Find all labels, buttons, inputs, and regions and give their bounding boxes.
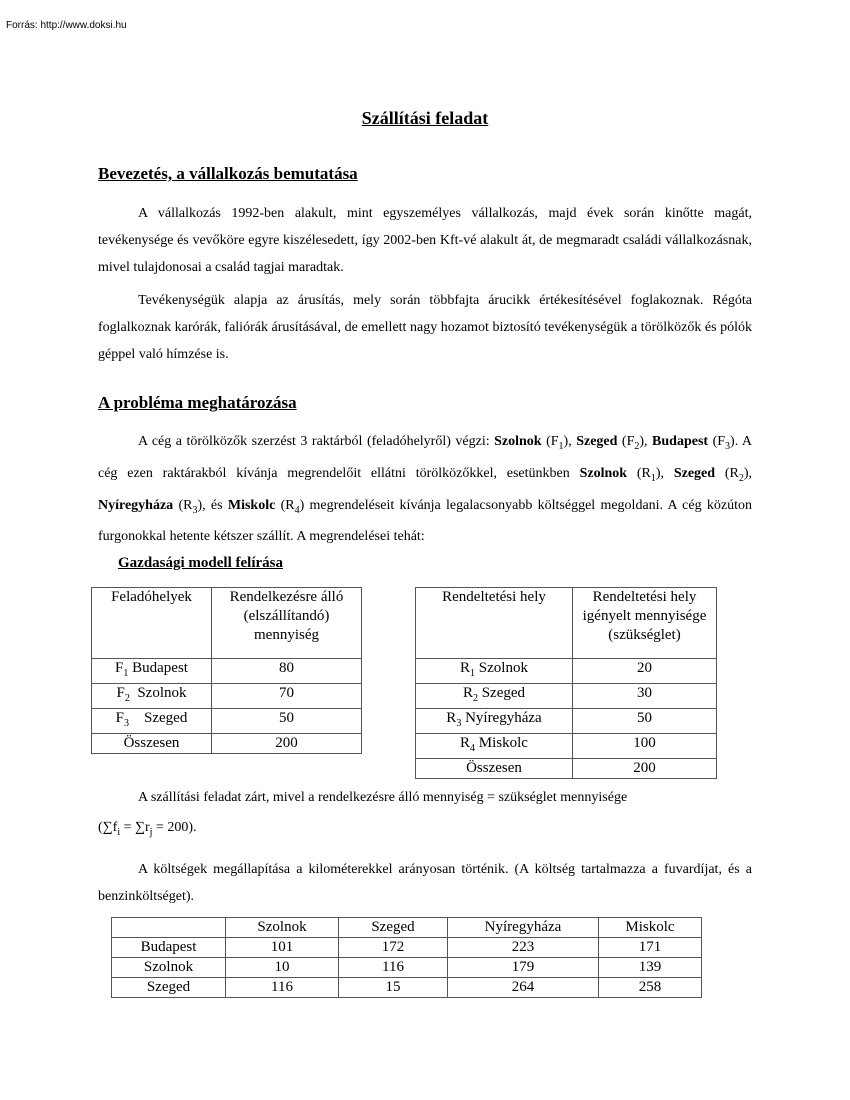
table-cell: 200 xyxy=(573,759,717,779)
table-cell: $F_2$ Szolnok xyxy=(92,684,212,709)
table-row xyxy=(416,588,717,659)
table-header: Szeged xyxy=(339,918,448,938)
table-cell: $R_3$ Nyíregyháza xyxy=(416,709,573,734)
closed-problem-text: A szállítási feladat zárt, mivel a rendelkezésre álló mennyiség = szükséglet mennyisége xyxy=(138,790,628,805)
table-cell: 116 xyxy=(339,958,448,978)
table-cell: 10 xyxy=(226,958,339,978)
table-row xyxy=(416,734,717,759)
table-header: Szolnok xyxy=(226,918,339,938)
table-cell: Összesen xyxy=(416,759,573,779)
table-header: Nyíregyháza xyxy=(448,918,599,938)
table-row xyxy=(416,709,717,734)
table-row xyxy=(92,659,362,684)
table-cell: 80 xyxy=(212,659,362,684)
table-row xyxy=(92,709,362,734)
table-row xyxy=(92,734,362,754)
table-cell: 179 xyxy=(448,958,599,978)
table-row xyxy=(112,938,702,958)
table-header: Rendeltetési hely xyxy=(416,588,573,659)
intro-paragraph-2: Tevékenységük alapja az árusítás, mely során többfajta árucikk értékesítésével foglakoznak. Régóta foglalkoznak karórák, faliórák árusításával, de emellett nagy hozamot biztosító tevékenységük a törölközők és pólók géppel való hímzése is. xyxy=(98,293,752,362)
cost-table xyxy=(111,917,702,998)
table-cell: 100 xyxy=(573,734,717,759)
table-cell: $R_4$ Miskolc xyxy=(416,734,573,759)
table-row xyxy=(92,684,362,709)
table-cell: $F_1$ Budapest xyxy=(92,659,212,684)
source-label: Forrás: http://www.doksi.hu xyxy=(6,20,127,31)
table-row xyxy=(416,759,717,779)
cost-paragraph: A költségek megállapítása a kilométerekkel arányosan történik. (A költség tartalmazza a fuvardíjat, és a benzinköltséget). xyxy=(98,862,752,904)
problem-paragraph: A cég a törölközők szerzést 3 raktárból (feladóhelyről) végzi: Szolnok $(F_1)$, Szeged $(F_2)$, Budapest $(F_3)$. A cég ezen raktárakból kívánja megrendelőit ellátni törölközőkkel, esetünkben Szolnok $(R_1)$, Szeged $(R_2)$, Nyíregyháza $(R_3)$, és Miskolc $(R_4)$ megrendeléseit kívánja legalacsonyabb költséggel megoldani. A cég közúton furgonokkal hetente kétszer szállít. A megrendelései tehát: xyxy=(98,434,753,545)
table-row xyxy=(416,659,717,684)
table-cell: 172 xyxy=(339,938,448,958)
table-row xyxy=(112,958,702,978)
table-header: Feladóhelyek xyxy=(92,588,212,659)
table-cell: 223 xyxy=(448,938,599,958)
table-row xyxy=(92,588,362,659)
intro-paragraph-1: A vállalkozás 1992-ben alakult, mint egyszemélyes vállalkozás, majd évek során kinőtte magát, tevékenysége és vevőköre egyre kiszélesedett, így 2002-ben Kft-vé alakult át, de megmaradt családi vállalkozásnak, mivel tulajdonosai a család tagjai maradtak. xyxy=(98,206,752,275)
table-cell: $F_3$ Szeged xyxy=(92,709,212,734)
section-heading-intro: Bevezetés, a vállalkozás bemutatása xyxy=(98,164,358,183)
table-cell: 264 xyxy=(448,978,599,998)
table-cell: 50 xyxy=(212,709,362,734)
section-heading-problem: A probléma meghatározása xyxy=(98,393,297,412)
table-cell: Budapest xyxy=(112,938,226,958)
table-cell: $R_1$ Szolnok xyxy=(416,659,573,684)
table-cell: 50 xyxy=(573,709,717,734)
table-cell: 70 xyxy=(212,684,362,709)
demand-table xyxy=(415,587,717,779)
table-cell: 139 xyxy=(599,958,702,978)
table-cell: Szeged xyxy=(112,978,226,998)
table-cell: 171 xyxy=(599,938,702,958)
table-cell: Szolnok xyxy=(112,958,226,978)
balance-formula: $(\sum f_i = \sum r_j = 200)$. xyxy=(98,820,197,838)
table-row xyxy=(416,684,717,709)
table-cell: Összesen xyxy=(92,734,212,754)
page-title: Szállítási feladat xyxy=(361,108,489,128)
table-cell: $R_2$ Szeged xyxy=(416,684,573,709)
table-row xyxy=(112,978,702,998)
table-row xyxy=(112,918,702,938)
table-cell: 101 xyxy=(226,938,339,958)
table-header: Miskolc xyxy=(599,918,702,938)
supply-table xyxy=(91,587,362,754)
table-cell: 20 xyxy=(573,659,717,684)
table-cell: 15 xyxy=(339,978,448,998)
table-header xyxy=(112,918,226,938)
table-header: Rendeltetési hely igényelt mennyisége (szükséglet) xyxy=(573,588,717,659)
table-cell: 258 xyxy=(599,978,702,998)
table-header: Rendelkezésre álló (elszállítandó) mennyiség xyxy=(212,588,362,659)
table-cell: 116 xyxy=(226,978,339,998)
subheading-model: Gazdasági modell felírása xyxy=(118,555,283,571)
table-cell: 200 xyxy=(212,734,362,754)
table-cell: 30 xyxy=(573,684,717,709)
